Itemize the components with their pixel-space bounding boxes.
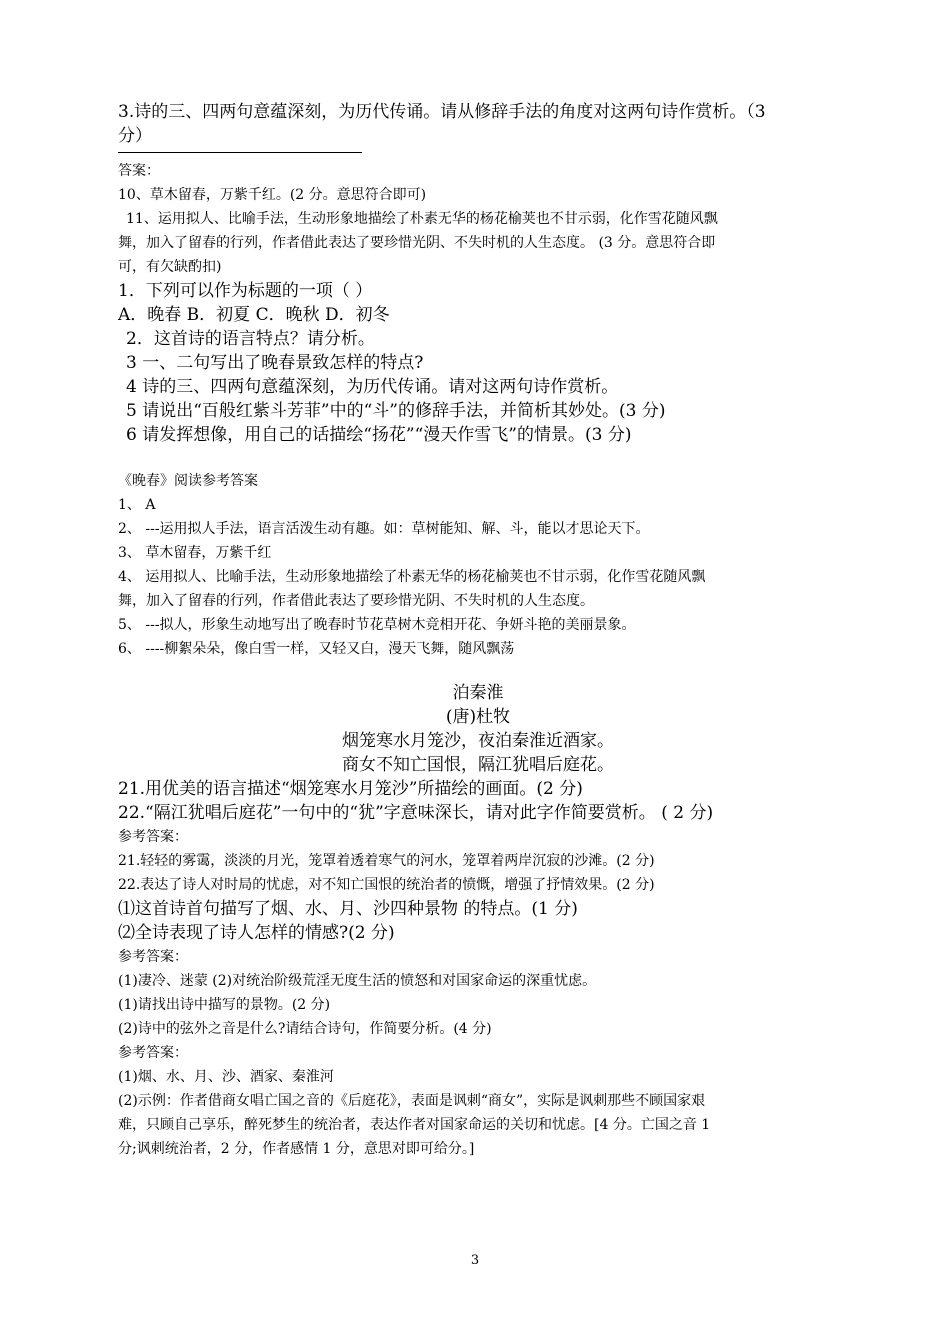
answer-d-line3: 分;讽刺统治者，2 分，作者感情 1 分，意思对即可给分。]	[118, 1141, 475, 1157]
question-6: 6 请发挥想像，用自己的话描绘“扬花”“漫天作雪飞”的情景。(3 分)	[126, 425, 632, 445]
reference-answer-label: 参考答案：	[118, 829, 188, 845]
answer-3: 3、 草木留春，万紫千红	[118, 545, 272, 561]
answer-c: (1)烟、水、月、沙、酒家、秦淮河	[118, 1069, 334, 1085]
question-c: (1)请找出诗中描写的景物。(2 分)	[118, 997, 331, 1013]
answer-blank-line	[118, 152, 362, 153]
question-2: 2．这首诗的语言特点？请分析。	[126, 329, 375, 349]
answer-4-line2: 舞，加入了留春的行列，作者借此表达了要珍惜光阴、不失时机的人生态度。	[118, 593, 594, 609]
question-21: 21.用优美的语言描述“烟笼寒水月笼沙”所描绘的画面。(2 分)	[118, 779, 583, 799]
page-number: 3	[470, 1253, 480, 1268]
question-1-options: A．晚春 B．初夏 C．晚秋 D．初冬	[118, 305, 390, 325]
answer-d-line1: (2)示例：作者借商女唱亡国之音的《后庭花》，表面是讽刺“商女”，实际是讽刺那些不顾国家艰	[118, 1093, 706, 1109]
answer-4-line1: 4、 运用拟人、比喻手法，生动形象地描绘了朴素无华的杨花榆荚也不甘示弱，化作雪花随风飘	[118, 569, 706, 585]
question-22: 22.“隔江犹唱后庭花”一句中的“犹”字意味深长，请对此字作简要赏析。 ( 2 分)	[118, 803, 714, 823]
answer-label: 答案：	[118, 163, 160, 179]
question-3: 3 一、二句写出了晚春景致怎样的特点?	[126, 353, 424, 373]
answer-1: 1、 A	[118, 497, 156, 513]
poem-line-2: 商女不知亡国恨，隔江犹唱后庭花。	[342, 755, 614, 775]
answer-5: 5、 ---拟人，形象生动地写出了晚春时节花草树木竞相开花、争妍斗艳的美丽景象。	[118, 617, 636, 633]
answer-6: 6、 ----柳絮朵朵，像白雪一样，又轻又白，漫天飞舞，随风飘荡	[118, 641, 515, 657]
poem-author: (唐)杜牧	[445, 707, 511, 727]
document-page	[118, 100, 838, 1161]
question-4: 4 诗的三、四两句意蕴深刻，为历代传诵。请对这两句诗作赏析。	[126, 377, 619, 397]
question-a: ⑴这首诗首句描写了烟、水、月、沙四种景物 的特点。(1 分)	[118, 899, 578, 919]
answers-heading: 《晚春》阅读参考答案	[118, 473, 258, 489]
answer-11-line2: 舞，加入了留春的行列，作者借此表达了要珍惜光阴、不失时机的人生态度。 (3 分。意思符合即	[118, 235, 716, 251]
question-b: ⑵全诗表现了诗人怎样的情感?(2 分)	[118, 923, 395, 943]
reference-answer-label-3: 参考答案：	[118, 1045, 188, 1061]
answer-22: 22.表达了诗人对时局的忧虑，对不知亡国恨的统治者的愤慨，增强了抒情效果。(2 分)	[118, 877, 655, 893]
answer-10: 10、草木留春，万紫千红。(2 分。意思符合即可)	[118, 187, 427, 203]
answer-21: 21.轻轻的雾霭，淡淡的月光，笼罩着透着寒气的河水，笼罩着两岸沉寂的沙滩。(2 分)	[118, 853, 655, 869]
question-1: 1．下列可以作为标题的一项（ ）	[118, 281, 373, 301]
answer-11-line1: 11、运用拟人、比喻手法，生动形象地描绘了朴素无华的杨花榆荚也不甘示弱，化作雪花随风飘	[126, 211, 718, 227]
question-3-line-cont: 分）	[118, 126, 152, 146]
question-3-line: 3.诗的三、四两句意蕴深刻，为历代传诵。请从修辞手法的角度对这两句诗作赏析。（3	[118, 102, 766, 122]
question-5: 5 请说出“百般红紫斗芳菲”中的“斗”的修辞手法，并简析其妙处。(3 分)	[126, 401, 666, 421]
answer-11-line3: 可，有欠缺酌扣)	[118, 259, 222, 275]
answer-2: 2、 ---运用拟人手法，语言活泼生动有趣。如：草树能知、解、斗，能以才思论天下。	[118, 521, 650, 537]
poem-title: 泊秦淮	[452, 683, 504, 703]
poem-line-1: 烟笼寒水月笼沙，夜泊秦淮近酒家。	[342, 731, 614, 751]
answer-ab: (1)凄冷、迷蒙 (2)对统治阶级荒淫无度生活的愤怒和对国家命运的深重忧虑。	[118, 973, 597, 989]
question-d: (2)诗中的弦外之音是什么?请结合诗句，作简要分析。(4 分)	[118, 1021, 492, 1037]
answer-d-line2: 难，只顾自己享乐，醉死梦生的统治者，表达作者对国家命运的关切和忧虑。[4 分。亡国之音 1	[118, 1117, 711, 1133]
reference-answer-label-2: 参考答案：	[118, 949, 188, 965]
